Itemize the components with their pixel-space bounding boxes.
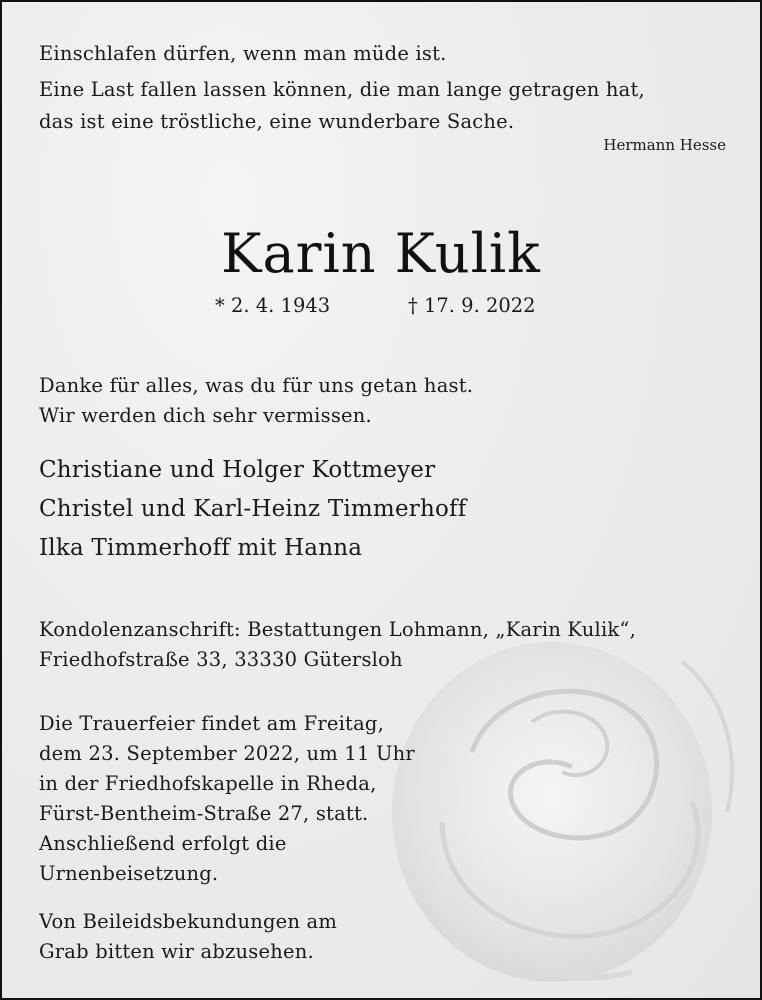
quote-line-3: das ist eine tröstliche, eine wunderbare Sache.: [39, 110, 515, 133]
mourner-1: Christiane und Holger Kottmeyer: [39, 457, 436, 483]
deceased-name: Karin Kulik: [221, 222, 541, 285]
mourner-2: Christel und Karl-Heinz Timmerhoff: [39, 496, 467, 522]
ceremony-line-6: Urnenbeisetzung.: [39, 862, 219, 885]
ceremony-line-4: Fürst-Bentheim-Straße 27, statt.: [39, 802, 369, 825]
thanks-line-2: Wir werden dich sehr vermissen.: [39, 404, 372, 427]
condolence-line-1: Kondolenzanschrift: Bestattungen Lohmann, „Karin Kulik“,: [39, 618, 636, 641]
birth-date: * 2. 4. 1943: [215, 294, 331, 317]
ceremony-line-5: Anschließend erfolgt die: [39, 832, 287, 855]
rose-illustration: [382, 602, 762, 1000]
ceremony-line-1: Die Trauerfeier findet am Freitag,: [39, 712, 384, 735]
thanks-line-1: Danke für alles, was du für uns getan hast.: [39, 374, 474, 397]
mourner-3: Ilka Timmerhoff mit Hanna: [39, 535, 363, 561]
death-date: † 17. 9. 2022: [408, 294, 536, 317]
ceremony-line-2: dem 23. September 2022, um 11 Uhr: [39, 742, 415, 765]
quote-author: Hermann Hesse: [603, 136, 726, 154]
quote-line-2: Eine Last fallen lassen können, die man lange getragen hat,: [39, 78, 645, 101]
quote-line-1: Einschlafen dürfen, wenn man müde ist.: [39, 42, 447, 65]
note-line-2: Grab bitten wir abzusehen.: [39, 940, 314, 963]
ceremony-line-3: in der Friedhofskapelle in Rheda,: [39, 772, 377, 795]
condolence-line-2: Friedhofstraße 33, 33330 Gütersloh: [39, 648, 403, 671]
note-line-1: Von Beileidsbekundungen am: [39, 910, 338, 933]
